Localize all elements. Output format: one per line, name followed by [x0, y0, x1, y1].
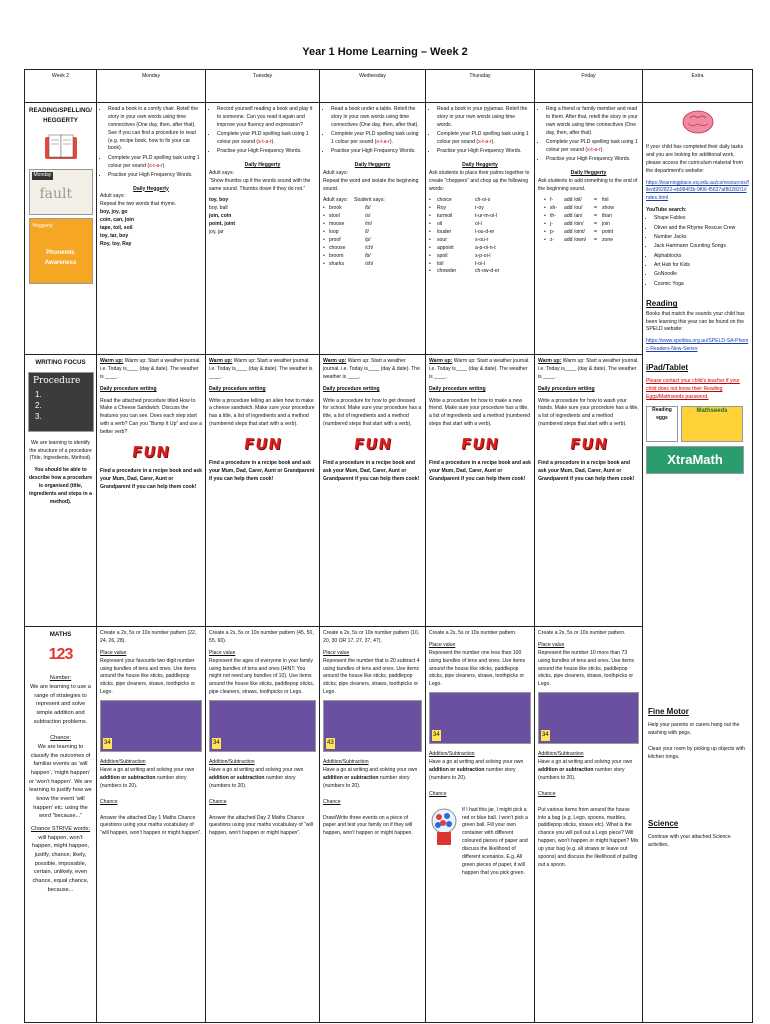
tuesday-adult: Adult says:	[209, 169, 234, 176]
tuesday-word-4: point, joint	[209, 221, 236, 228]
bullet-icon: •	[323, 213, 325, 220]
wednesday-word-row	[323, 237, 422, 245]
monday-word-image: Monday fault	[29, 169, 93, 215]
friday-word-row	[538, 205, 639, 213]
friday-start: f-	[550, 197, 554, 204]
monday-reading	[97, 103, 206, 355]
strive-head: Chance STRIVE words:	[30, 825, 91, 832]
youtube-item: • Shape Fables	[654, 215, 749, 223]
header-thursday: Thursday	[426, 70, 535, 103]
tuesday-addsub-title: Addition/Subtraction	[209, 759, 255, 766]
bullet-icon: •	[429, 213, 431, 220]
monday-warmup: Warm up: Warm up: Start a weather journal. i.e. Today is____ (day & date). The weather is ____.	[100, 358, 201, 380]
reading-heading: Reading	[646, 299, 678, 309]
header-tuesday: Tuesday	[206, 70, 320, 103]
wednesday-sticks-image	[323, 700, 422, 752]
monday-addsub-text: Have a go at writing and solving your own addition or subtraction number story (numbers to 20).	[100, 767, 195, 789]
thursday-word-row	[429, 221, 531, 229]
friday-equals: =	[594, 197, 597, 204]
friday-add: add /an/	[564, 213, 583, 220]
tuesday-bullet-1: • Record yourself reading a book and play it to someone. Can you read it again and improve your fluency and expression?	[217, 106, 316, 130]
wednesday-student: Student says:	[353, 197, 385, 204]
monday-bullet-2: • Complete your PLD spelling task using 1 colour per sound (s-t-a-r).	[108, 155, 202, 171]
bullet-icon: •	[323, 244, 325, 251]
friday-bullet-3: • Practise your High Frequency Words.	[546, 156, 639, 164]
friday-start: z-	[550, 236, 555, 243]
maths-icon: 123	[48, 645, 73, 663]
left-maths	[25, 627, 97, 1023]
thursday-segments: ch-ow-d-er	[475, 268, 500, 275]
thursday-segments: oi-l	[475, 221, 482, 228]
tuesday-word-3: join, coin	[209, 213, 232, 220]
friday-procedure-title: Daily procedure writing	[538, 385, 595, 392]
wednesday-word: proof	[329, 236, 341, 243]
thursday-word: louder	[437, 228, 452, 235]
wednesday-sound: /b/	[365, 252, 371, 259]
monday-word: Monday	[33, 172, 52, 179]
friday-add: add /oin/	[564, 221, 584, 228]
chance-text: We are learning to classify the outcomes of familiar events as ‘will happen’, ‘might happen’ or ‘won’t happen’. We are learning to justify how we know the event ‘will happen’ etc. using the word “because...”	[28, 744, 93, 820]
thursday-word-row	[429, 268, 531, 276]
monday-writing	[97, 355, 206, 627]
friday-start: sh-	[550, 205, 558, 212]
friday-equals: =	[594, 236, 597, 243]
tuesday-bullet-2: • Complete your PLD spelling task using 1 colour per sound (s-t-a-r).	[217, 131, 316, 147]
wednesday-maths	[320, 627, 426, 1023]
friday-maths	[535, 627, 643, 1023]
thursday-addsub-title: Addition/Subtraction	[429, 751, 475, 758]
wednesday-chance-text: Draw/Write three events on a piece of paper and test your family on if they will happen, won’t happen or might happen.	[323, 814, 413, 837]
wednesday-reading	[320, 103, 426, 355]
wednesday-sound: /sh/	[365, 260, 374, 267]
thursday-word-row	[429, 253, 531, 261]
thursday-word: sour	[437, 236, 447, 243]
wednesday-sound: /m/	[365, 221, 373, 228]
fine-motor-heading: Fine Motor	[648, 707, 689, 716]
phonemic-label: Phonemic Awareness	[44, 250, 77, 266]
bullet-icon: •	[544, 228, 546, 235]
thursday-segments: t-oi-l	[475, 260, 485, 267]
procedure-image: Procedure 1. 2. 3.	[28, 372, 94, 432]
bullet-icon: •	[544, 221, 546, 228]
friday-add: add /ou/	[564, 205, 583, 212]
bullet-icon: •	[429, 236, 431, 243]
wednesday-word-row	[323, 221, 422, 229]
tuesday-chance-title: Chance	[209, 798, 227, 805]
number-head: Number:	[49, 675, 72, 682]
friday-warmup: Warm up: Warm up: Start a weather journal. i.e. Today is____ (day & date). The weather is ____.	[538, 358, 639, 380]
tuesday-procedure-title: Daily procedure writing	[209, 385, 266, 392]
wednesday-procedure-title: Daily procedure writing	[323, 385, 380, 392]
thursday-word: toil	[437, 260, 444, 267]
maths-title: MATHS	[49, 631, 72, 638]
wednesday-word: brook	[329, 205, 342, 212]
header-extra: Extra	[643, 70, 753, 103]
monday-fun-text: Find a procedure in a recipe book and ask your Mum, Dad, Carer, Aunt or Grandparent if you can help them cook!	[100, 468, 202, 491]
header-friday: Friday	[535, 70, 643, 103]
bullet-icon: •	[429, 197, 431, 204]
friday-word-list	[538, 197, 639, 244]
fine-motor-text-2: Clean your room by picking up objects with kitchen tongs.	[648, 746, 745, 761]
header-week: Week 2	[25, 70, 97, 103]
youtube-item: • Alphablocks	[654, 253, 749, 261]
wednesday-word-row	[323, 253, 422, 261]
header-wednesday: Wednesday	[320, 70, 426, 103]
friday-word-row	[538, 197, 639, 205]
brain-icon	[678, 108, 718, 138]
wednesday-sound: /s/	[365, 213, 371, 220]
tuesday-repeat: “Show thumbs up if the words sound with the same sound. Thumbs down if they do not.”	[209, 177, 311, 192]
gumball-jar-icon	[429, 807, 459, 847]
thursday-segments: r-oy	[475, 205, 484, 212]
thursday-bullet-1: • Read a book in your pyjamas. Retell the story in your own words using time words.	[437, 106, 531, 130]
wednesday-word-list	[323, 205, 422, 268]
youtube-item: • Art Hub for Kids	[654, 262, 749, 270]
youtube-list	[646, 215, 749, 289]
thursday-word: chowder	[437, 268, 457, 275]
bullet-icon: •	[544, 205, 546, 212]
wednesday-bullet-1: • Read a book under a table. Retell the story in your own words using time connectives (One day, then, after that).	[331, 106, 422, 130]
friday-equals: =	[594, 221, 597, 228]
tuesday-sticks-number: 34	[212, 738, 221, 749]
thursday-segments: t-ur-m-oi-l	[475, 213, 498, 220]
tuesday-procedure-text: Write a procedure telling an alien how to make a cheese sandwich. Make sure your procedure has a title, a list of ingredients and a method (numbered steps that start with a verb).	[209, 397, 315, 428]
friday-place-title: Place value	[538, 641, 565, 648]
thursday-word-row	[429, 261, 531, 269]
monday-sticks-image	[100, 700, 202, 752]
bullet-icon: •	[323, 252, 325, 259]
extra-bottom	[648, 706, 750, 850]
monday-word-2: coin, can, join	[100, 217, 134, 224]
tuesday-word-2: boy, ball	[209, 205, 228, 212]
thursday-intro: Ask students to place their palms together to create “choppers” and chop up the following words:	[429, 169, 530, 192]
youtube-item: • Oliver and the Rhyme Rescue Crew	[654, 225, 749, 233]
friday-word-row	[538, 229, 639, 237]
tuesday-warmup: Warm up: Warm up: Start a weather journal. i.e. Today is____ (day & date). The weather is ____.	[209, 358, 313, 380]
friday-result: point	[602, 228, 614, 235]
friday-chance-title: Chance	[538, 790, 556, 797]
mathseeds-logo[interactable]: Mathseeds	[681, 406, 743, 442]
youtube-item: • GoNoodle	[654, 271, 749, 279]
tuesday-writing	[206, 355, 320, 627]
thursday-word: Roy	[437, 205, 447, 212]
thursday-procedure-text: Write a procedure for how to make a new friend. Make sure your procedure has a title, a list of ingredients and a method (numbered steps that start with a verb).	[429, 397, 531, 428]
wednesday-warmup: Warm up: Warm up: Start a weather journal. i.e. Today is____ (day & date). The weather is ____.	[323, 358, 420, 380]
thursday-word: appoint	[437, 244, 454, 251]
wednesday-adult: Adult says:	[323, 169, 348, 176]
ipad-text: Please contact your child’s teacher if your child does not know their Reading Eggs/Mathseeds password.	[646, 378, 740, 401]
wednesday-sticks-number: 43	[326, 738, 335, 749]
tuesday-maths	[206, 627, 320, 1023]
wednesday-word: choose	[329, 244, 346, 251]
monday-adult: Adult says:	[100, 193, 125, 200]
thursday-sticks-image	[429, 692, 531, 744]
thursday-word: spoil	[437, 252, 448, 259]
bullet-icon: •	[323, 221, 325, 228]
thursday-place-title: Place value	[429, 641, 456, 648]
wednesday-writing	[320, 355, 426, 627]
thursday-writing	[426, 355, 535, 627]
thursday-chance-title: Chance	[429, 790, 447, 797]
speld-link[interactable]: https://www.speldsa.org.au/SPELD-SA-Phonic-Readers-New-Series	[646, 338, 749, 353]
strive-text: will happen, won’t happen, might happen, justify, chance, likely, possible, impossible, certain, unlikely, even chance, equal chance, because...	[31, 834, 90, 893]
wednesday-sound: /l/	[365, 228, 369, 235]
bullet-icon: •	[544, 213, 546, 220]
wednesday-word-row	[323, 205, 422, 213]
wednesday-repeat: Repeat the word and isolate the beginning sound.	[323, 177, 419, 192]
friday-sticks-number: 34	[541, 730, 550, 741]
bullet-icon: •	[429, 221, 431, 228]
tuesday-sticks-image	[209, 700, 316, 752]
friday-procedure-text: Write a procedure for how to wash your hands. Make sure your procedure has a title, a list of ingredients and a method (numbered steps that start with a verb).	[538, 397, 639, 428]
monday-chance-text: Answer the attached Day 1 Maths Chance questions using your maths vocabulary of “will happen, won’t happen or might happen”.	[100, 814, 202, 837]
friday-start: j-	[550, 221, 553, 228]
writing-note-1: We are learning to identify the structure of a procedure (Title, Ingredients, Method).	[29, 439, 92, 462]
thursday-word: oil	[437, 221, 443, 228]
header-monday: Monday	[97, 70, 206, 103]
thursday-word-row	[429, 205, 531, 213]
youtube-item: • Jack Hartmann Counting Songs	[654, 243, 749, 251]
wednesday-place-text: Represent the number that is 20 subtract 4 using bundles of tens and ones. Use items around the house like sticks, paddlepop sticks, pipe cleaners, straws, toothpicks or Lego.	[323, 657, 420, 696]
bullet-icon: •	[323, 228, 325, 235]
thursday-word: turmoil	[437, 213, 453, 220]
monday-chance-title: Chance	[100, 798, 118, 805]
thursday-segments: ch-oi-s	[475, 197, 491, 204]
tuesday-word-5: joy, jar	[209, 228, 224, 235]
number-text: We are learning to use a range of strategies to represent and solve simple addition and subtraction problems.	[30, 684, 91, 725]
monday-bullet-1: • Read a book in a comfy chair. Retell the story in your own words using time connectives (One day, then, after that). See if you can find a procedure to read (e.g. recipe book, how to fix your car book).	[108, 106, 202, 153]
thursday-word-row	[429, 237, 531, 245]
thursday-word: choice	[437, 197, 452, 204]
extra-intro: If your child has completed their daily tasks and you are looking for additional work, please access the curriculum material from the department’s website:	[646, 144, 744, 174]
monday-sticks-number: 34	[103, 738, 112, 749]
monday-procedure-title: Daily procedure writing	[100, 385, 157, 392]
bullet-icon: •	[429, 252, 431, 259]
writing-note-2: You should be able to describe how a procedure is organised (title, ingredients and steps in a method).	[28, 467, 93, 505]
friday-result: zone	[602, 236, 614, 243]
monday-word-1: boy, joy, go	[100, 209, 128, 216]
left-reading	[25, 103, 97, 355]
friday-result: join	[602, 221, 610, 228]
friday-addsub-text: Have a go at writing and solving your own addition or subtraction number story (numbers to 20).	[538, 759, 633, 781]
friday-word-row	[538, 221, 639, 229]
friday-word-row	[538, 213, 639, 221]
thursday-place-text: Represent the number one less than 100 using bundles of tens and ones. Use items around the house like sticks, paddlepop sticks, pipe cleaners, straws, toothpicks or Lego.	[429, 649, 525, 688]
friday-intro: Ask students to add something to the end of the beginning sound.	[538, 177, 638, 192]
xtramath-logo[interactable]: XtraMath	[646, 446, 744, 474]
bullet-icon: •	[323, 260, 325, 267]
wednesday-addsub-text: Have a go at writing and solving your own addition or subtraction number story (numbers to 20).	[323, 767, 418, 789]
tuesday-word-1: toy, boy	[209, 197, 229, 204]
monday-word-5: Roy, toy, Ray	[100, 240, 132, 247]
thursday-maths	[426, 627, 535, 1023]
friday-pattern: Create a 2s, 5s or 10s number pattern.	[538, 630, 626, 636]
page-title: Year 1 Home Learning – Week 2	[302, 46, 468, 58]
youtube-title: YouTube search:	[646, 207, 687, 214]
monday-pattern: Create a 2s, 5s or 10s number pattern (22, 24, 26, 28).	[100, 630, 197, 644]
monday-heggerty: Daily Heggerty	[133, 185, 169, 192]
friday-equals: =	[594, 228, 597, 235]
timetable	[24, 69, 753, 1023]
friday-add: add /oil/	[564, 197, 582, 204]
friday-addsub-title: Addition/Subtraction	[538, 751, 584, 758]
tuesday-addsub-text: Have a go at writing and solving your own addition or subtraction number story (numbers to 20).	[209, 767, 304, 789]
science-text: Continue with your attached Science activities.	[648, 834, 731, 849]
tuesday-reading	[206, 103, 320, 355]
wednesday-word-row	[323, 229, 422, 237]
wednesday-word: moose	[329, 221, 345, 228]
science-heading: Science	[648, 818, 679, 828]
wednesday-bullet-2: • Complete your PLD spelling task using 1 colour per sound (s-t-a-r).	[331, 131, 422, 147]
writing-title: WRITING FOCUS	[35, 359, 86, 366]
friday-bullet-1: • Ring a friend or family member and read to them. After that, retell the story in your own words using time connectives (One day, then, after that).	[546, 106, 639, 138]
wednesday-fun: FUN	[352, 435, 393, 454]
monday-maths	[97, 627, 206, 1023]
thursday-heggerty: Daily Heggerty	[462, 161, 498, 168]
friday-chance-text: Put various items from around the house into a bag (e.g. Lego, spoons, marbles, paddlepop sticks, straws etc). What is the chance you will pull out a Lego piece? Will happen, won’t happen or might happen? Mix up your bag (e.g. all straws or leave out spoons) and discuss the likelihood of pulling out a spoon.	[538, 806, 639, 868]
friday-result: than	[602, 213, 612, 220]
wednesday-heggerty: Daily Heggerty	[354, 161, 391, 168]
thursday-procedure-title: Daily procedure writing	[429, 385, 486, 392]
monday-word-4: toy, tar, boy	[100, 232, 129, 239]
thursday-fun: FUN	[459, 435, 501, 454]
wednesday-place-title: Place value	[323, 649, 350, 656]
wednesday-pattern: Create a 2s, 5s or 10s number pattern (10, 20, 30 OR 17, 27, 37, 47).	[323, 630, 420, 644]
wednesday-fun-text: Find a procedure in a recipe book and ask your Mum, Dad, Carer, Aunt or Grandparent if you can help them cook!	[323, 460, 420, 483]
friday-result: foil	[602, 197, 609, 204]
wednesday-word-row	[323, 261, 422, 269]
friday-start: th-	[550, 213, 556, 220]
thursday-segments: s-ou-r	[475, 236, 489, 243]
bullet-icon: •	[323, 205, 325, 212]
book-icon	[41, 131, 81, 165]
friday-equals: =	[594, 205, 597, 212]
thursday-word-row	[429, 229, 531, 237]
wednesday-word-row	[323, 245, 422, 253]
friday-add: add /own/	[564, 236, 587, 243]
youtube-item: • Cosmic Yoga	[654, 281, 749, 289]
wednesday-word: sharks	[329, 260, 345, 267]
tuesday-place-text: Represent the ages of everyone in your family using bundles of tens and ones (HINT: You might not need any bundles of 10). Use items around the house like sticks, paddlepop sticks, pipe cleaners, straws, toothpicks or Lego.	[209, 657, 315, 696]
friday-heggerty: Daily Heggerty	[570, 169, 607, 176]
youtube-item: • Number Jacks	[654, 234, 749, 242]
wednesday-sound: /p/	[365, 236, 371, 243]
monday-fun: FUN	[130, 443, 172, 462]
procedure-word: Procedure	[33, 375, 81, 386]
monday-procedure-text: Read the attached procedure titled How to Make a Cheese Sandwich. Discuss the features you can see. Does each step start with a verb? Can you “Bump It Up” and use a better verb?	[100, 397, 202, 436]
wednesday-adult2: Adult says:	[323, 197, 348, 204]
bullet-icon: •	[429, 205, 431, 212]
monday-bullet-3: • Practise your High Frequency Words.	[108, 172, 202, 180]
thursday-word-row	[429, 197, 531, 205]
monday-word-3: tape, toil, soil	[100, 224, 133, 231]
bullet-icon: •	[544, 197, 546, 204]
monday-place-title: Place value	[100, 649, 127, 656]
tuesday-pattern: Create a 2s, 5s or 10s number pattern (45, 50, 55, 60).	[209, 630, 314, 644]
wednesday-sound: /b/	[365, 205, 371, 212]
friday-writing	[535, 355, 643, 627]
wednesday-chance-title: Chance	[323, 798, 341, 805]
wednesday-sound: /ch/	[365, 244, 374, 251]
bullet-icon: •	[429, 244, 431, 251]
wednesday-procedure-text: Write a procedure for how to get dressed for school. Make sure your procedure has a title, a list of ingredients and a method (numbered steps that start with a verb).	[323, 397, 422, 428]
monday-repeat: Repeat the two words that rhyme.	[100, 201, 177, 208]
bullet-icon: •	[429, 228, 431, 235]
friday-place-text: Represent the number 10 more than 73 using bundles of tens and ones. Use items around the house like sticks, paddlepop sticks, pipe cleaners, straws, toothpicks or Lego.	[538, 649, 634, 688]
wednesday-word: stool	[329, 213, 340, 220]
thursday-reading	[426, 103, 535, 355]
thursday-segments: s-p-oi-l	[475, 252, 491, 259]
thursday-warmup: Warm up: Warm up: Start a weather journal. i.e. Today is____ (day & date). The weather is ____.	[429, 358, 530, 380]
monday-addsub-title: Addition/Subtraction	[100, 759, 146, 766]
chance-head: Chance:	[50, 735, 71, 742]
wednesday-word: broom	[329, 252, 344, 259]
tuesday-bullet-3: • Practise your High Frequency Words.	[217, 148, 316, 156]
thursday-segments: l-ou-d-er	[475, 228, 495, 235]
app-logos	[646, 406, 749, 442]
curriculum-link[interactable]: https://learningplace.eq.edu.au/cx/resources/file/d992822-eb084f3b-9f06-f5637af80282/1/index.html	[646, 179, 749, 202]
tuesday-heggerty: Daily Heggerty	[244, 161, 281, 168]
thursday-bullet-2: • Complete your PLD spelling task using 1 colour per sound (s-t-a-r).	[437, 131, 531, 147]
heggerty-label: Heggerty	[32, 223, 53, 230]
friday-sticks-image	[538, 692, 639, 744]
bullet-icon: •	[544, 236, 546, 243]
thursday-pattern: Create a 2s, 5s or 10s number pattern.	[429, 630, 517, 636]
reading-title: READING/SPELLING/ HEGGERTY	[29, 107, 92, 124]
thursday-word-row	[429, 213, 531, 221]
friday-add: add /oint/	[564, 228, 585, 235]
left-writing	[25, 355, 97, 627]
friday-start: p-	[550, 228, 555, 235]
tuesday-chance-text: Answer the attached Day 2 Maths Chance questions using your maths vocabulary of “will happen, won’t happen or might happen”.	[209, 814, 313, 837]
wednesday-word: loop	[329, 228, 339, 235]
tuesday-fun-text: Find a procedure in a recipe book and ask your Mum, Dad, Carer, Aunt or Grandparent if you can help them cook!	[209, 460, 315, 483]
bullet-icon: •	[429, 260, 431, 267]
tuesday-fun: FUN	[242, 435, 283, 454]
wednesday-word-row	[323, 213, 422, 221]
thursday-fun-text: Find a procedure in a recipe book and ask your Mum, Dad, Carer, Aunt or Grandparent if you can help them cook!	[429, 460, 531, 483]
thursday-word-row	[429, 245, 531, 253]
friday-fun-text: Find a procedure in a recipe book and ask your Mum, Dad, Carer, Aunt or Grandparent if you can help them cook!	[538, 460, 635, 483]
fine-motor-text-1: Help your parents or carers hang out the washing with pegs.	[648, 722, 740, 737]
friday-reading	[535, 103, 643, 355]
thursday-chance-text: If I had this jar, I might pick a red or blue ball. I won’t pick a green ball. Fill your own container with different coloured pieces of paper and discuss the likelihood of different scenarios. E.g. All green pieces of paper, it will happen that you pick green.	[462, 806, 528, 876]
bullet-icon: •	[429, 268, 431, 275]
reading-text: Books that match the sounds your child has been learning this year can be found on the SPELD website:	[646, 310, 745, 333]
friday-fun: FUN	[568, 435, 609, 454]
wednesday-addsub-title: Addition/Subtraction	[323, 759, 369, 766]
friday-equals: =	[594, 213, 597, 220]
friday-result: show	[602, 205, 614, 212]
reading-eggs-logo[interactable]: Reading eggs	[646, 406, 678, 442]
thursday-segments: a-p-oi-n-t	[475, 244, 496, 251]
friday-bullet-2: • Complete your PLD spelling task using 1 colour per sound (s-t-a-r).	[546, 139, 639, 155]
thursday-sticks-number: 34	[432, 730, 441, 741]
thursday-word-list	[429, 197, 531, 276]
wednesday-bullet-3: • Practise your High Frequency Words.	[331, 148, 422, 156]
extra-column	[643, 103, 753, 1023]
bullet-icon: •	[323, 236, 325, 243]
heggerty-book-image	[29, 218, 93, 284]
thursday-bullet-3: • Practise your High Frequency Words.	[437, 148, 531, 156]
friday-word-row	[538, 237, 639, 245]
ipad-heading: iPad/Tablet	[646, 363, 689, 373]
monday-place-text: Represent your favourite two digit number using bundles of tens and ones. Use items around the house like sticks, paddlepop sticks, pipe cleaners, straws, toothpicks or Lego.	[100, 657, 196, 696]
tuesday-place-title: Place value	[209, 649, 236, 656]
thursday-addsub-text: Have a go at writing and solving your own addition or subtraction number story (numbers to 20).	[429, 759, 524, 781]
